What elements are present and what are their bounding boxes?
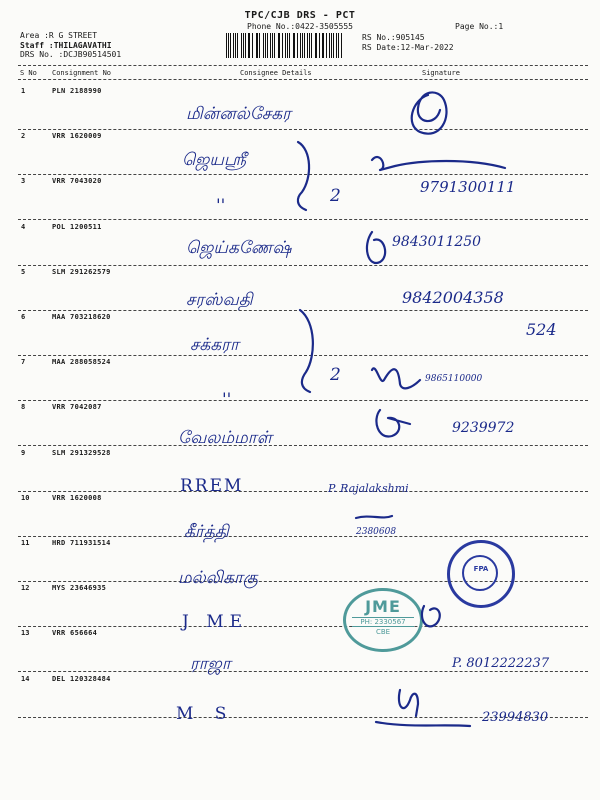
hw-r4-name: ஜெய்கணேஷ் — [186, 238, 292, 258]
signature-r4 — [367, 232, 385, 263]
jme-stamp-name: JME — [365, 597, 401, 616]
row-consignment-no: VRR 656664 — [52, 629, 98, 638]
hw-r12-name: J ME — [182, 612, 249, 632]
hw-r8-phone: 9239972 — [452, 420, 515, 436]
seal-text: FPA — [473, 565, 489, 573]
barcode-bar — [226, 33, 227, 58]
hw-r3-quote: '' — [216, 196, 226, 216]
signature-r10 — [356, 516, 392, 518]
signature-r14-tail — [376, 722, 470, 726]
row-consignment-no: HRD 711931514 — [52, 539, 111, 547]
barcode-bar — [294, 33, 295, 58]
hw-r2-name: ஜெயஸ்ரீ — [182, 150, 247, 170]
row-sno: 13 — [21, 629, 30, 638]
row-divider — [18, 400, 588, 401]
hw-r13-sig: P. 8012222237 — [452, 656, 550, 671]
phone-number: Phone No.:0422-3505555 — [247, 22, 353, 31]
left-info-block — [20, 31, 121, 60]
drs-number: DRS No. :DCJB90514501 — [20, 50, 122, 59]
row-sno: 5 — [21, 267, 26, 276]
round-seal-stamp — [447, 540, 515, 608]
row-sno: 1 — [21, 87, 26, 95]
hw-r14-phone: 23994830 — [482, 710, 549, 725]
row-divider — [18, 174, 588, 175]
barcode-bar — [233, 33, 234, 58]
row-consignment-no: PLN 2188990 — [52, 87, 102, 95]
area-label: Area :R G STREET — [20, 31, 98, 40]
row-sno: 4 — [21, 222, 26, 231]
row-divider — [18, 219, 588, 220]
hw-count-2a: 2 — [330, 186, 341, 206]
row-consignment-no: SLM 291329528 — [52, 448, 111, 457]
hw-r6-extra: 524 — [526, 320, 557, 339]
jme-stamp-phone: PH: 2330567 — [352, 617, 414, 627]
hw-r9-name: RREM — [180, 476, 244, 496]
barcode-bar — [336, 33, 337, 58]
row-divider — [18, 355, 588, 356]
row-consignment-no: VRR 7043020 — [52, 177, 102, 186]
row-sno: 9 — [21, 448, 26, 457]
row-consignment-no: MAA 288058524 — [52, 358, 111, 367]
hw-r3-phone: 9791300111 — [420, 178, 516, 196]
signature-r7 — [372, 368, 420, 388]
hw-count-2b: 2 — [330, 365, 341, 385]
header-rule-top — [18, 65, 588, 66]
row-sno: 8 — [21, 403, 26, 412]
row-consignment-no: DEL 120328484 — [52, 674, 111, 683]
hw-r10-phone: 2380608 — [356, 527, 397, 537]
barcode-bar — [241, 33, 242, 58]
staff-label: Staff :THILAGAVATHI — [20, 40, 112, 50]
row-divider — [18, 310, 588, 311]
col-head-consignment: Consignment No — [52, 69, 112, 77]
row-divider — [18, 491, 588, 492]
page-number: Page No.:1 — [455, 22, 504, 31]
signature-r14 — [399, 690, 418, 716]
hw-r10-name: கீர்த்தி — [184, 522, 229, 542]
row-consignment-no: POL 1200511 — [52, 222, 102, 231]
row-divider — [18, 671, 588, 672]
barcode-bar — [316, 33, 317, 58]
row-sno: 2 — [21, 132, 26, 141]
row-sno: 6 — [21, 313, 26, 321]
row-consignment-no: VRR 1620009 — [52, 132, 102, 141]
jme-stamp-city: CBE — [375, 628, 391, 636]
signature-r12 — [422, 606, 440, 626]
rs-number: RS No.:905145 — [362, 33, 425, 42]
hw-r11-name: மல்லிகாகு — [178, 568, 258, 588]
bracket-r2-r3 — [298, 142, 309, 210]
col-head-sno: S No — [20, 69, 37, 77]
barcode-bar — [323, 33, 324, 58]
barcode-bar — [309, 33, 310, 58]
jme-stamp — [343, 588, 423, 652]
hw-r7-phone: 9865110000 — [425, 374, 483, 384]
row-sno: 10 — [21, 493, 30, 502]
barcode — [226, 33, 344, 58]
hw-r13-name: ராஜா — [190, 654, 231, 674]
signature-r2 — [372, 157, 505, 170]
barcode-bar — [259, 33, 260, 58]
row-divider — [18, 626, 588, 627]
row-divider — [18, 129, 588, 130]
rs-date: RS Date:12-Mar-2022 — [362, 42, 454, 52]
hw-r5-name: சரஸ்வதி — [186, 290, 253, 310]
col-head-consignee: Consignee Details — [240, 69, 312, 77]
seal-inner-ring — [462, 555, 498, 591]
row-consignment-no: MYS 23646935 — [52, 584, 107, 593]
row-sno: 3 — [21, 177, 26, 186]
barcode-bar — [249, 33, 250, 58]
hw-r7-quote: '' — [222, 390, 232, 410]
barcode-bar — [307, 33, 308, 58]
row-consignment-no: MAA 703218620 — [52, 313, 111, 321]
row-sno: 7 — [21, 358, 26, 367]
barcode-bar — [329, 33, 330, 58]
row-sno: 12 — [21, 584, 30, 593]
header-rule-bottom — [18, 79, 588, 80]
row-sno: 14 — [21, 674, 30, 683]
barcode-bar — [278, 33, 279, 58]
hw-r4-phone: 9843011250 — [392, 234, 482, 250]
signature-r1 — [412, 92, 447, 133]
barcode-bar — [300, 33, 301, 58]
hw-r6-name: சக்கரா — [190, 335, 239, 355]
hw-r5-phone: 9842004358 — [402, 288, 504, 307]
barcode-bar — [279, 33, 280, 58]
barcode-bar — [263, 33, 264, 58]
col-head-signature: Signature — [422, 69, 460, 77]
barcode-bar — [252, 33, 253, 58]
signature-r8 — [376, 410, 410, 437]
row-divider — [18, 265, 588, 266]
barcode-bar — [237, 33, 238, 58]
barcode-bar — [287, 33, 288, 58]
row-divider — [18, 445, 588, 446]
row-divider — [18, 536, 588, 537]
right-info-block — [362, 33, 454, 52]
row-consignment-no: SLM 291262579 — [52, 267, 111, 276]
barcode-bar — [270, 33, 271, 58]
document-title: TPC/CJB DRS - PCT — [244, 10, 356, 21]
barcode-bar — [341, 33, 342, 58]
row-consignment-no: VRR 1620008 — [52, 493, 102, 502]
hw-r9-sig: P. Rajalakshmi — [328, 482, 409, 495]
row-sno: 11 — [21, 539, 30, 547]
hw-r8-name: வேலம்மாள் — [178, 428, 273, 448]
hw-r14-name: M S — [176, 704, 235, 724]
row-consignment-no: VRR 7042087 — [52, 403, 102, 412]
bracket-r6-r7 — [300, 310, 313, 392]
hw-r1-name: மின்னல்சேகர — [186, 104, 291, 124]
